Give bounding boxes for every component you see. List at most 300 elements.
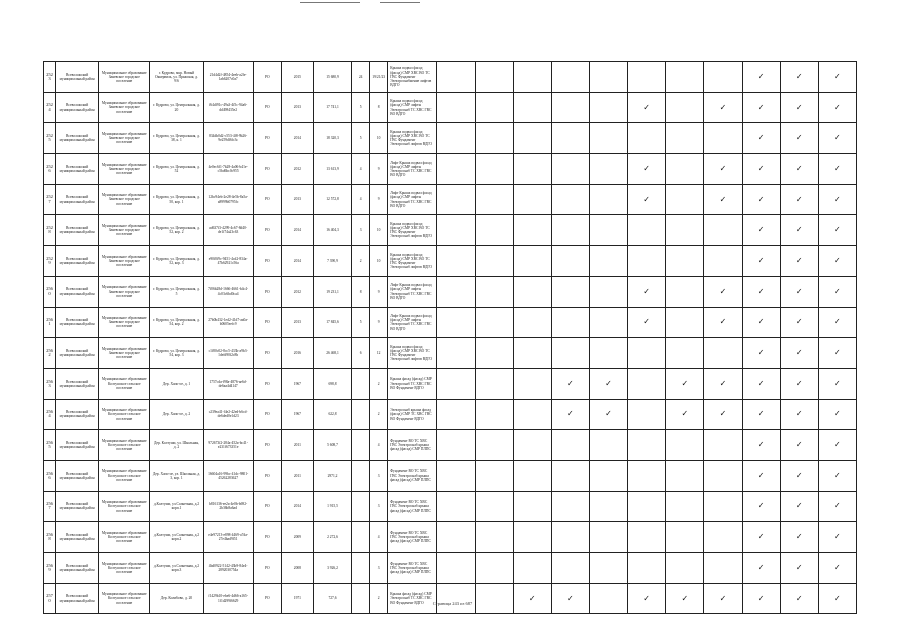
check-cell (780, 430, 818, 461)
check-cell (666, 154, 704, 185)
floors-cell (352, 553, 370, 584)
year-cell: 2014 (281, 491, 313, 522)
municipality-cell: Муниципальное образование Заневское городское поселение (99, 307, 150, 338)
table-row (44, 460, 857, 491)
guid-cell: 16604a16-99bc-41dc-9801-45262283627 (203, 460, 253, 491)
check-cell (780, 399, 818, 430)
check-cell (666, 215, 704, 246)
check-cell (475, 246, 513, 277)
works-cell: Фундамент ВО ТС ХВС ГВС Электроснаб крыша фасад (фасад) СМР ПЛПС (388, 460, 437, 491)
check-cell (818, 491, 856, 522)
check-cell (818, 368, 856, 399)
check-cell (666, 399, 704, 430)
check-cell (666, 430, 704, 461)
check-cell (742, 491, 780, 522)
check-cell (818, 215, 856, 246)
district-cell: Всеволожский муниципальный район (56, 460, 99, 491)
type-cell: РО (253, 430, 281, 461)
check-cell (666, 92, 704, 123)
checkmark-icon: ✓ (834, 409, 841, 419)
check-cell (437, 553, 475, 584)
check-cell (780, 123, 818, 154)
check-cell (437, 307, 475, 338)
works-cell: Лифт Крыша подвал фасад (фасад) СМР лифты Электроснаб ТС ХВС ГВС ВО ВДГО (388, 154, 437, 185)
check-cell (551, 399, 589, 430)
check-cell (704, 430, 742, 461)
entrances-cell: 3 (370, 491, 388, 522)
checkmark-icon: ✓ (795, 532, 803, 542)
row-number: 2562 (44, 338, 56, 369)
check-cell (628, 184, 666, 215)
municipality-cell: Муниципальное образование Заневское городское поселение (99, 276, 150, 307)
checkmark-icon: ✓ (834, 194, 841, 204)
address-cell: г. Кудрово, ул. Центральная, д. 52 (150, 154, 203, 185)
year-cell: 2011 (281, 460, 313, 491)
entrances-cell: 9 (370, 184, 388, 215)
check-cell (704, 491, 742, 522)
check-cell (818, 460, 856, 491)
year-cell: 1967 (281, 368, 313, 399)
check-cell (437, 62, 475, 93)
check-cell (589, 583, 627, 614)
address-cell: г. Кудрово, мкр. Новый Оккервиль, ул. Пражская, д. 9/6 (150, 62, 203, 93)
checkmark-icon: ✓ (757, 562, 765, 572)
checkmark-icon: ✓ (757, 378, 765, 388)
check-cell (818, 553, 856, 584)
checkmark-icon: ✓ (795, 378, 803, 388)
type-cell: РО (253, 154, 281, 185)
works-cell: Крыша подвал фасад (фасад) СМР ХВС ВО ТС ГВС Фундамент Электроснаб лифтов ВДГО (388, 215, 437, 246)
guid-cell: 4e0ec6f1-7b28-4a06-b41e-c5bd6bc0c955 (203, 154, 253, 185)
works-cell: Фундамент ВО ТС ХВС ГВС Электроснаб крыша фасад (фасад) СМР ПЛПС (388, 430, 437, 461)
check-cell (589, 460, 627, 491)
check-cell (437, 154, 475, 185)
row-number: 2528 (44, 215, 56, 246)
check-cell (742, 215, 780, 246)
check-cell (589, 553, 627, 584)
check-cell (704, 399, 742, 430)
check-cell (475, 583, 513, 614)
checkmark-icon: ✓ (795, 562, 803, 572)
check-cell (628, 215, 666, 246)
checkmark-icon: ✓ (567, 593, 574, 603)
year-cell: 2009 (281, 522, 313, 553)
municipality-cell: Муниципальное образование Колтушское сельское поселение (99, 583, 150, 614)
row-number: 2568 (44, 522, 56, 553)
table-row (44, 154, 857, 185)
check-cell (475, 307, 513, 338)
check-cell (780, 62, 818, 93)
check-cell (780, 184, 818, 215)
check-cell (742, 307, 780, 338)
district-cell: Всеволожский муниципальный район (56, 399, 99, 430)
floors-cell: 5 (352, 307, 370, 338)
guid-cell: e90f0f9c-9451-4cd2-834a-47b62921c56a (203, 246, 253, 277)
entrances-cell: 10 (370, 123, 388, 154)
address-cell: г. Кудрово, ул. Центральная, д. 52, кор. 2 (150, 215, 203, 246)
table-row (44, 583, 857, 614)
area-cell: 19 231,1 (313, 276, 351, 307)
checkmark-icon: ✓ (834, 102, 841, 112)
checkmark-icon: ✓ (834, 286, 841, 296)
works-cell: Крыша подвал фасад (фасад) СМР ХВС ВО ТС ГВС Фундамент Электроснаб лифтов ВДГО (388, 246, 437, 277)
district-cell: Всеволожский муниципальный район (56, 184, 99, 215)
check-cell (437, 276, 475, 307)
type-cell: РО (253, 215, 281, 246)
type-cell: РО (253, 368, 281, 399)
checkmark-icon: ✓ (795, 163, 803, 173)
check-cell (475, 123, 513, 154)
checkmark-icon: ✓ (795, 225, 803, 235)
check-cell (551, 522, 589, 553)
type-cell: РО (253, 583, 281, 614)
area-cell: 2971,2 (313, 460, 351, 491)
check-cell (513, 399, 551, 430)
checkmark-icon: ✓ (795, 348, 803, 358)
district-cell: Всеволожский муниципальный район (56, 583, 99, 614)
check-cell (475, 553, 513, 584)
year-cell: 2013 (281, 307, 313, 338)
checkmark-icon: ✓ (795, 409, 803, 419)
checkmark-icon: ✓ (795, 286, 803, 296)
check-cell (666, 276, 704, 307)
table-row (44, 522, 857, 553)
checkmark-icon: ✓ (757, 71, 765, 81)
area-cell: 12 572,8 (313, 184, 351, 215)
check-cell (628, 553, 666, 584)
municipality-cell: Муниципальное образование Заневское городское поселение (99, 92, 150, 123)
check-cell (513, 215, 551, 246)
checkmark-icon: ✓ (795, 71, 803, 81)
checkmark-icon: ✓ (719, 194, 727, 204)
check-cell (513, 553, 551, 584)
check-cell (475, 491, 513, 522)
entrances-cell: 4 (370, 522, 388, 553)
year-cell: 1967 (281, 399, 313, 430)
works-cell: Лифт Крыша подвал фасад (фасад) СМР лифты Электроснаб ТС ХВС ГВС ВО ВДГО (388, 276, 437, 307)
floors-cell: 2 (352, 246, 370, 277)
address-cell: г. Кудрово, ул. Центральная, д. 20 (150, 92, 203, 123)
address-cell: г. Кудрово, ул. Центральная, д. 54, кор. 3 (150, 338, 203, 369)
checkmark-icon: ✓ (757, 409, 765, 419)
check-cell (628, 92, 666, 123)
guid-cell: 21d4d2f-4854-4eeb-a2fe-1ab6207c0a7 (203, 62, 253, 93)
row-number: 2561 (44, 307, 56, 338)
entrances-cell: 3 (370, 460, 388, 491)
checkmark-icon: ✓ (643, 194, 650, 204)
check-cell (628, 399, 666, 430)
registry-table (43, 61, 857, 614)
check-cell (475, 215, 513, 246)
floors-cell (352, 522, 370, 553)
checkmark-icon: ✓ (719, 286, 727, 296)
district-cell: Всеволожский муниципальный район (56, 123, 99, 154)
checkmark-icon: ✓ (757, 348, 765, 358)
check-cell (551, 307, 589, 338)
checkmark-icon: ✓ (567, 378, 574, 388)
guid-cell: 1757cda-f98a-4876-ae6d-de6aa4d4147 (203, 368, 253, 399)
entrances-cell: 8 (370, 92, 388, 123)
table-row (44, 123, 857, 154)
floors-cell (352, 583, 370, 614)
check-cell (475, 460, 513, 491)
type-cell: РО (253, 307, 281, 338)
checkmark-icon: ✓ (834, 255, 841, 265)
check-cell (589, 338, 627, 369)
year-cell: 2014 (281, 246, 313, 277)
year-cell: 2015 (281, 62, 313, 93)
check-cell (437, 583, 475, 614)
check-cell (704, 522, 742, 553)
row-number: 2523 (44, 62, 56, 93)
row-number: 2525 (44, 123, 56, 154)
checkmark-icon: ✓ (528, 593, 536, 603)
check-cell (780, 553, 818, 584)
check-cell (589, 307, 627, 338)
check-cell (818, 62, 856, 93)
entrances-cell: 2 (370, 368, 388, 399)
works-cell: Крыша подвал фасад (фасад) СМР ХВС ВО ТС ГВС Фундамент Электроснаб лифтов ВДГО (388, 123, 437, 154)
works-cell: Крыша подвал фасад (фасад) СМР ХВС ВО ТС ГВС Фундамент Электроснаб лифтов ВДГО (388, 338, 437, 369)
area-cell: 1 915,5 (313, 491, 351, 522)
checkmark-icon: ✓ (719, 317, 727, 327)
check-cell (666, 246, 704, 277)
municipality-cell: Муниципальное образование Заневское городское поселение (99, 215, 150, 246)
check-cell (742, 154, 780, 185)
scan-mark (380, 2, 420, 3)
district-cell: Всеволожский муниципальный район (56, 522, 99, 553)
page-footer: Страница 243 из 687 (432, 601, 473, 606)
check-cell (437, 399, 475, 430)
area-cell: 7 390,9 (313, 246, 351, 277)
floors-cell: 6 (352, 338, 370, 369)
district-cell: Всеволожский муниципальный район (56, 154, 99, 185)
table-row (44, 246, 857, 277)
check-cell (704, 123, 742, 154)
row-number: 2567 (44, 491, 56, 522)
check-cell (628, 430, 666, 461)
works-cell: Лифт Крыша подвал фасад (фасад) СМР лифты Электроснаб ТС ХВС ГВС ВО ВДГО (388, 184, 437, 215)
municipality-cell: Муниципальное образование Заневское городское поселение (99, 338, 150, 369)
check-cell (666, 522, 704, 553)
checkmark-icon: ✓ (757, 501, 765, 511)
address-cell: г. Кудрово, ул. Центральная, д. 38, к. 1 (150, 123, 203, 154)
area-cell: 16 404,3 (313, 215, 351, 246)
entrances-cell: 2 (370, 399, 388, 430)
check-cell (589, 123, 627, 154)
check-cell (742, 430, 780, 461)
check-cell (780, 522, 818, 553)
checkmark-icon: ✓ (834, 71, 841, 81)
year-cell: 2014 (281, 215, 313, 246)
district-cell: Всеволожский муниципальный район (56, 338, 99, 369)
floors-cell: 4 (352, 184, 370, 215)
check-cell (551, 430, 589, 461)
checkmark-icon: ✓ (834, 163, 841, 173)
row-number: 2569 (44, 553, 56, 584)
check-cell (628, 307, 666, 338)
check-cell (513, 276, 551, 307)
guid-cell: ad637f3-4299-4c67-8d40-de1f74a23c63 (203, 215, 253, 246)
check-cell (818, 399, 856, 430)
address-cell: г. Кудрово, ул. Центральная, д. 50, кор. 1 (150, 184, 203, 215)
check-cell (704, 276, 742, 307)
check-cell (475, 338, 513, 369)
check-cell (780, 583, 818, 614)
checkmark-icon: ✓ (795, 501, 803, 511)
check-cell (475, 399, 513, 430)
check-cell (551, 460, 589, 491)
area-cell: 2 272,6 (313, 522, 351, 553)
checkmark-icon: ✓ (681, 593, 689, 603)
row-number: 2524 (44, 92, 56, 123)
year-cell: 2013 (281, 184, 313, 215)
entrances-cell: 9 (370, 154, 388, 185)
check-cell (666, 491, 704, 522)
check-cell (589, 430, 627, 461)
area-cell: 17 741,1 (313, 92, 351, 123)
checkmark-icon: ✓ (757, 286, 765, 296)
check-cell (818, 276, 856, 307)
row-number: 2565 (44, 430, 56, 461)
year-cell: 1971 (281, 583, 313, 614)
municipality-cell: Муниципальное образование Колтушское сельское поселение (99, 430, 150, 461)
check-cell (437, 368, 475, 399)
district-cell: Всеволожский муниципальный район (56, 368, 99, 399)
table-row (44, 430, 857, 461)
checkmark-icon: ✓ (757, 593, 765, 603)
check-cell (513, 92, 551, 123)
check-cell (818, 184, 856, 215)
row-number: 2526 (44, 154, 56, 185)
type-cell: РО (253, 184, 281, 215)
check-cell (780, 276, 818, 307)
type-cell: РО (253, 246, 281, 277)
table-row (44, 276, 857, 307)
check-cell (704, 583, 742, 614)
address-cell: Дер. Хапо-ое, ул. Школьная, д. 3, кор. 1 (150, 460, 203, 491)
checkmark-icon: ✓ (719, 593, 727, 603)
floors-cell (352, 399, 370, 430)
floors-cell: 4 (352, 154, 370, 185)
checkmark-icon: ✓ (605, 409, 612, 419)
works-cell: Фундамент ВО ТС ХВС ГВС Электроснаб крыша фасад (фасад) СМР ПЛПС (388, 491, 437, 522)
guid-cell: 12bc94eb-2e28-4e5b-8a5a-a8999b0795fc (203, 184, 253, 215)
guid-cell: 27b0b432-1ed2-41d7-aa0a-b0605eefc9 (203, 307, 253, 338)
checkmark-icon: ✓ (719, 102, 727, 112)
check-cell (437, 460, 475, 491)
area-cell: 26 468,1 (313, 338, 351, 369)
check-cell (513, 522, 551, 553)
address-cell: д.Колтуши, ул.Солнечная, д.2 корп.3 (150, 553, 203, 584)
check-cell (437, 123, 475, 154)
checkmark-icon: ✓ (757, 225, 765, 235)
checkmark-icon: ✓ (834, 133, 841, 143)
check-cell (513, 583, 551, 614)
row-number: 2570 (44, 583, 56, 614)
municipality-cell: Муниципальное образование Колтушское сельское поселение (99, 553, 150, 584)
checkmark-icon: ✓ (719, 409, 727, 419)
check-cell (513, 460, 551, 491)
check-cell (628, 246, 666, 277)
municipality-cell: Муниципальное образование Заневское городское поселение (99, 154, 150, 185)
check-cell (551, 491, 589, 522)
area-cell: 727,6 (313, 583, 351, 614)
guid-cell: f1429b10-ebe6-4d66-a165-1f1d299f6629 (203, 583, 253, 614)
entrances-cell: 10 (370, 246, 388, 277)
checkmark-icon: ✓ (757, 133, 765, 143)
works-cell: Крыша подвал фасад (фасад) СМР ХВС ВО ТС ГВС Фундамент Электроснабжение лифтов ВДГО (388, 62, 437, 93)
municipality-cell: Муниципальное образование Колтушское сельское поселение (99, 491, 150, 522)
check-cell (704, 184, 742, 215)
table-row (44, 215, 857, 246)
checkmark-icon: ✓ (795, 102, 803, 112)
check-cell (666, 338, 704, 369)
checkmark-icon: ✓ (795, 440, 803, 450)
check-cell (780, 307, 818, 338)
check-cell (628, 154, 666, 185)
check-cell (551, 553, 589, 584)
checkmark-icon: ✓ (834, 470, 841, 480)
table-row (44, 92, 857, 123)
check-cell (780, 491, 818, 522)
check-cell (742, 276, 780, 307)
check-cell (513, 307, 551, 338)
works-cell: Крыша фасад (фасад) СМР Электроснаб ТС ХВС ГВС ВО Фундамент ВДГО (388, 583, 437, 614)
check-cell (704, 460, 742, 491)
area-cell: 698,8 (313, 368, 351, 399)
check-cell (437, 430, 475, 461)
check-cell (551, 184, 589, 215)
year-cell: 2011 (281, 430, 313, 461)
checkmark-icon: ✓ (834, 593, 841, 603)
check-cell (513, 123, 551, 154)
check-cell (666, 62, 704, 93)
checkmark-icon: ✓ (681, 409, 689, 419)
row-number: 2563 (44, 368, 56, 399)
checkmark-icon: ✓ (795, 194, 803, 204)
check-cell (666, 460, 704, 491)
type-cell: РО (253, 522, 281, 553)
municipality-cell: Муниципальное образование Заневское городское поселение (99, 62, 150, 93)
table-row (44, 62, 857, 93)
check-cell (513, 430, 551, 461)
check-cell (742, 123, 780, 154)
registry-rows (44, 62, 857, 614)
check-cell (742, 553, 780, 584)
guid-cell: 834db0d2-c553-4f8-9b26-9e259df6fc3c (203, 123, 253, 154)
checkmark-icon: ✓ (719, 378, 727, 388)
checkmark-icon: ✓ (795, 133, 803, 143)
check-cell (818, 307, 856, 338)
table-row (44, 553, 857, 584)
check-cell (475, 430, 513, 461)
check-cell (780, 92, 818, 123)
check-cell (742, 460, 780, 491)
area-cell: 17 845,6 (313, 307, 351, 338)
check-cell (589, 246, 627, 277)
municipality-cell: Муниципальное образование Заневское городское поселение (99, 184, 150, 215)
check-cell (513, 154, 551, 185)
check-cell (666, 184, 704, 215)
check-cell (742, 522, 780, 553)
check-cell (780, 368, 818, 399)
check-cell (437, 92, 475, 123)
works-cell: Крыша подвал фасад (фасад) СМР лифты Электроснаб ТС ХВС ГВС ВО ВДГО (388, 92, 437, 123)
checkmark-icon: ✓ (757, 440, 765, 450)
check-cell (704, 307, 742, 338)
row-number: 2527 (44, 184, 56, 215)
